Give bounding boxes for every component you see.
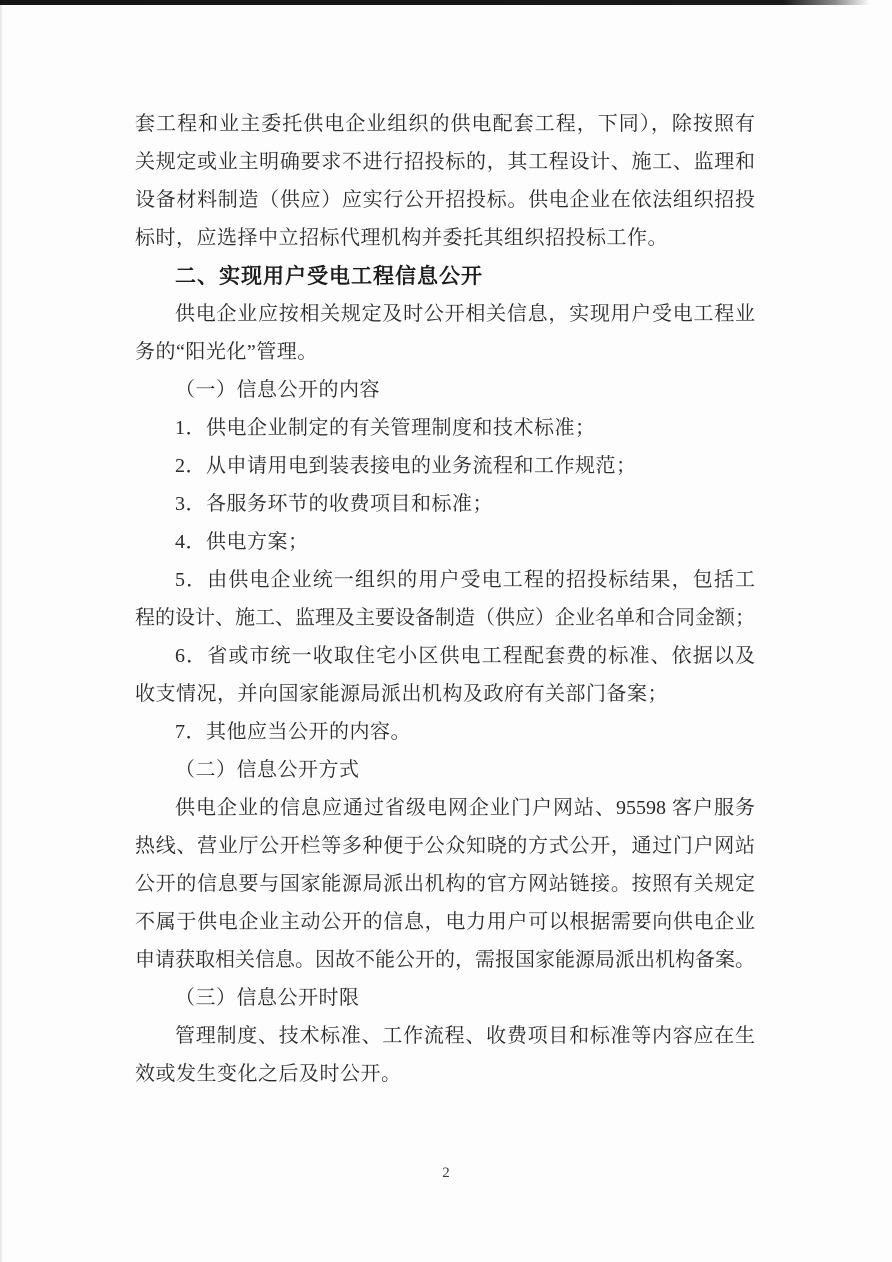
text-line: 收支情况，并向国家能源局派出机构及政府有关部门备案； — [135, 683, 668, 705]
document-body — [135, 105, 755, 1093]
text-line: （三）信息公开时限 — [175, 987, 360, 1009]
scan-artifact-left-shade — [0, 0, 3, 1262]
text-line: 申请获取相关信息。因故不能公开的，需报国家能源局派出机构备案。 — [135, 949, 755, 971]
scan-artifact-top-edge — [0, 0, 870, 5]
text-line: 1．供电企业制定的有关管理制度和技术标准； — [175, 417, 596, 439]
page-number: 2 — [442, 1165, 450, 1181]
text-line: 标时，应选择中立招标代理机构并委托其组织招投标工作。 — [135, 227, 668, 249]
text-line: 程的设计、施工、监理及主要设备制造（供应）企业名单和合同金额； — [135, 607, 755, 629]
text-line: 公开的信息要与国家能源局派出机构的官方网站链接。按照有关规定 — [135, 873, 755, 895]
text-line: 关规定或业主明确要求不进行招投标的，其工程设计、施工、监理和 — [135, 151, 755, 173]
section-heading: 二、实现用户受电工程信息公开 — [175, 264, 483, 288]
text-line: 管理制度、技术标准、工作流程、收费项目和标准等内容应在生 — [175, 1025, 755, 1047]
text-line: 2．从申请用电到装表接电的业务流程和工作规范； — [175, 455, 637, 477]
text-line: 3．各服务环节的收费项目和标准； — [175, 493, 493, 515]
text-line: 套工程和业主委托供电企业组织的供电配套工程，下同），除按照有 — [135, 113, 755, 135]
text-line: 不属于供电企业主动公开的信息，电力用户可以根据需要向供电企业 — [135, 911, 755, 933]
text-line: 6．省或市统一收取住宅小区供电工程配套费的标准、依据以及 — [175, 645, 755, 667]
text-line: （一）信息公开的内容 — [175, 379, 380, 401]
text-line: 5．由供电企业统一组织的用户受电工程的招投标结果，包括工 — [175, 569, 755, 591]
text-line: 7．其他应当公开的内容。 — [175, 721, 411, 743]
text-line: 供电企业应按相关规定及时公开相关信息，实现用户受电工程业 — [175, 303, 755, 325]
text-line: 4．供电方案； — [175, 531, 309, 553]
text-line: 热线、营业厅公开栏等多种便于公众知晓的方式公开，通过门户网站 — [135, 835, 755, 857]
text-line: 供电企业的信息应通过省级电网企业门户网站、95598 客户服务 — [175, 797, 755, 819]
text-line: （二）信息公开方式 — [175, 759, 360, 781]
text-line: 设备材料制造（供应）应实行公开招投标。供电企业在依法组织招投 — [135, 189, 755, 211]
text-line: 效或发生变化之后及时公开。 — [135, 1063, 402, 1085]
text-line: 务的“阳光化”管理。 — [135, 341, 318, 363]
